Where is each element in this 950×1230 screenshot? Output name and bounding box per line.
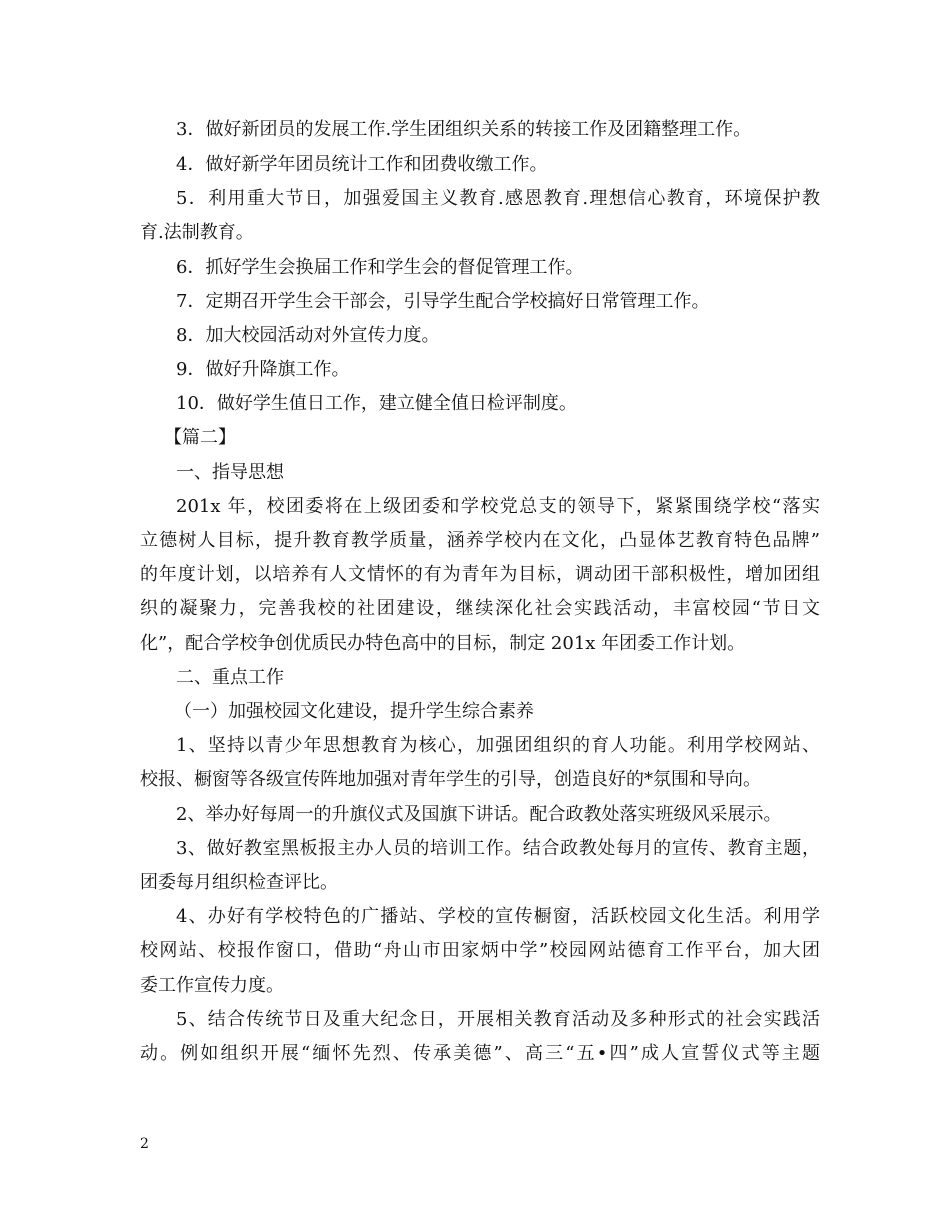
item-5-line2: 育.法制教育。 bbox=[140, 222, 254, 243]
intro-paragraph-line4: 织的凝聚力，完善我校的社团建设，继续深化社会实践活动，丰富校园“节日文 bbox=[140, 598, 820, 619]
point-3-line1: 3、做好教室黑板报主办人员的培训工作。结合政教处每月的宣传、教育主题， bbox=[176, 838, 820, 859]
intro-paragraph-line3: 的年度计划，以培养有人文情怀的有为青年为目标，调动团干部积极性，增加团组 bbox=[140, 564, 820, 585]
item-6: 6．抓好学生会换届工作和学生会的督促管理工作。 bbox=[176, 257, 584, 278]
intro-paragraph-line2: 立德树人目标，提升教育教学质量，涵养学校内在文化，凸显体艺教育特色品牌” bbox=[140, 530, 820, 551]
heading-guiding-ideas: 一、指导思想 bbox=[176, 462, 284, 483]
point-4-line3: 委工作宣传力度。 bbox=[140, 975, 284, 996]
item-10: 10．做好学生值日工作，建立健全值日检评制度。 bbox=[176, 393, 577, 414]
heading-key-work: 二、重点工作 bbox=[176, 667, 284, 688]
point-5-line1: 5、结合传统节日及重大纪念日，开展相关教育活动及多种形式的社会实践活 bbox=[176, 1009, 820, 1030]
point-4-line1: 4、办好有学校特色的广播站、学校的宣传橱窗，活跃校园文化生活。利用学 bbox=[176, 906, 820, 927]
point-1-line1: 1、坚持以青少年思想教育为核心，加强团组织的育人功能。利用学校网站、 bbox=[176, 735, 820, 756]
point-3-line2: 团委每月组织检查评比。 bbox=[140, 872, 338, 893]
page-number: 2 bbox=[140, 1136, 149, 1152]
point-4-line2: 校网站、校报作窗口，借助“舟山市田家炳中学”校园网站德育工作平台，加大团 bbox=[140, 940, 820, 961]
item-3: 3．做好新团员的发展工作.学生团组织关系的转接工作及团籍整理工作。 bbox=[176, 119, 752, 140]
subheading-campus-culture: （一）加强校园文化建设，提升学生综合素养 bbox=[174, 701, 534, 722]
item-8: 8．加大校园活动对外宣传力度。 bbox=[176, 325, 440, 346]
item-4: 4．做好新学年团员统计工作和团费收缴工作。 bbox=[176, 154, 548, 175]
item-5-line1: 5．利用重大节日，加强爱国主义教育.感恩教育.理想信心教育，环境保护教 bbox=[176, 188, 820, 209]
item-7: 7．定期召开学生会干部会，引导学生配合学校搞好日常管理工作。 bbox=[176, 291, 710, 312]
point-5-line2: 动。例如组织开展“缅怀先烈、传承美德”、高三“五•四”成人宣誓仪式等主题 bbox=[140, 1043, 820, 1064]
intro-paragraph-line1: 201x 年，校团委将在上级团委和学校党总支的领导下，紧紧围绕学校“落实 bbox=[176, 496, 820, 517]
intro-paragraph-line5: 化”，配合学校争创优质民办特色高中的目标，制定 201x 年团委工作计划。 bbox=[140, 633, 746, 654]
point-2: 2、举办好每周一的升旗仪式及国旗下讲话。配合政教处落实班级风采展示。 bbox=[176, 804, 782, 825]
section-heading: 【篇二】 bbox=[164, 427, 236, 448]
point-1-line2: 校报、橱窗等各级宣传阵地加强对青年学生的引导，创造良好的*氛围和导向。 bbox=[140, 769, 761, 790]
item-9: 9．做好升降旗工作。 bbox=[176, 359, 350, 380]
